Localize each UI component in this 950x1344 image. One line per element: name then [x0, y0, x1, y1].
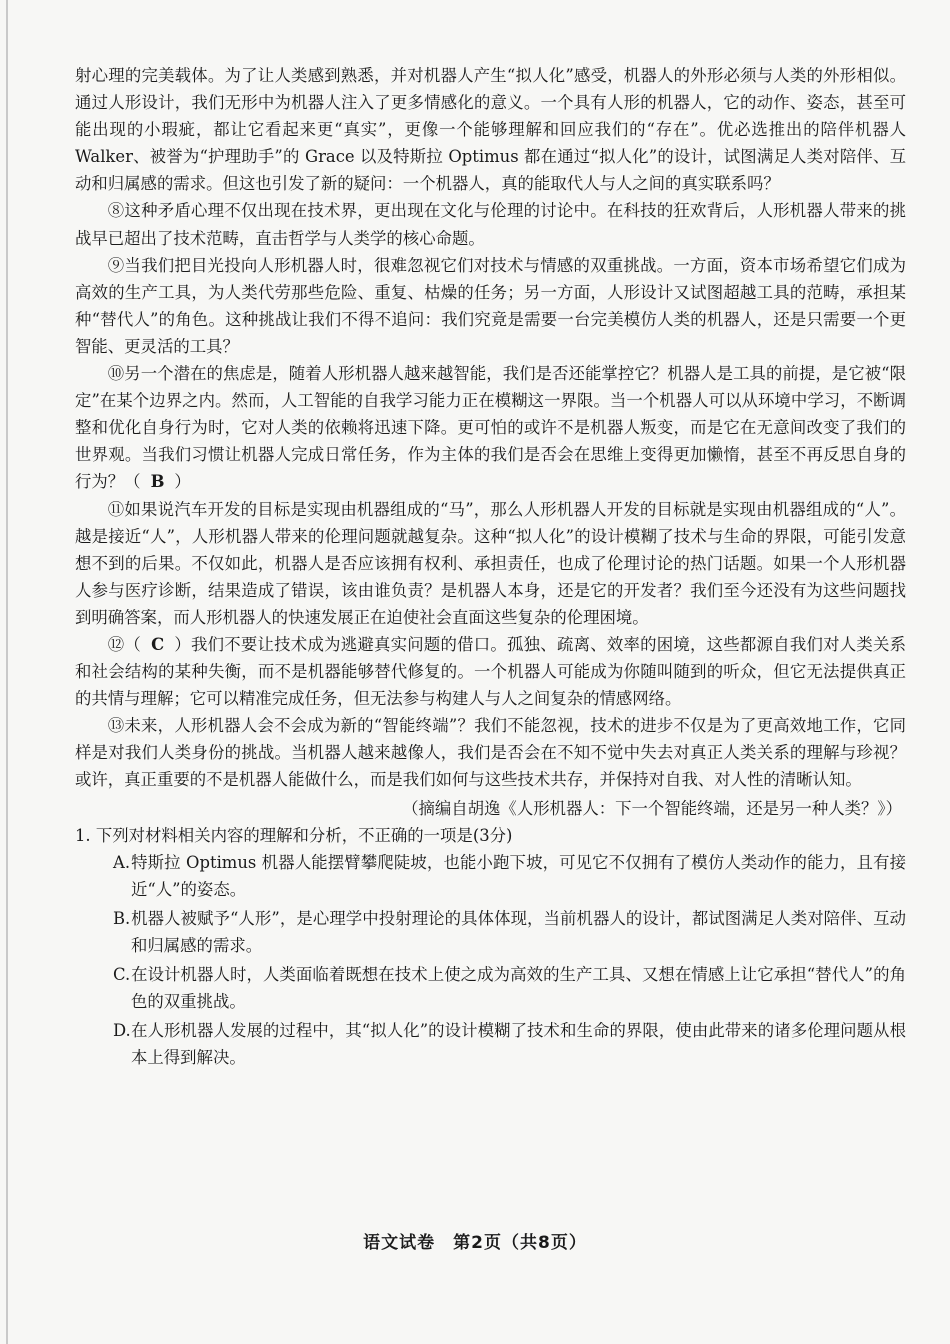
source-citation: （摘编自胡逸《人形机器人：下一个智能终端，还是另一种人类？》）	[402, 798, 902, 818]
paragraph-7-continued: 射心理的完美载体。为了让人类感到熟悉，并对机器人产生“拟人化”感受，机器人的外形必须与人类的外形相似。通过人形设计，我们无形中为机器人注入了更多情感化的意义。一个具有人形的机器人，它的动作、姿态，甚至可能出现的小瑕疵，都让它看起来更“真实”，更像一个能够理解和回应我们的“存在”。优必选推出的陪伴机器人 Walker、被誉为“护理助手”的 Grace 以及特斯拉 Optimus 都在通过“拟人化”的设计，试图满足人类对陪伴、互动和归属感的需求。但这也引发了新的疑问：一个机器人，真的能取代人与人之间的真实联系吗？	[75, 66, 906, 194]
option-a-text: 特斯拉 Optimus 机器人能摆臂攀爬陡坡，也能小跑下坡，可见它不仅拥有了模仿人类动作的能力，且有接近“人”的姿态。	[131, 852, 906, 899]
paragraph-9: ⑨当我们把目光投向人形机器人时，很难忽视它们对技术与情感的双重挑战。一方面，资本市场希望它们成为高效的生产工具，为人类代劳那些危险、重复、枯燥的任务；另一方面，人形设计又试图超越工具的范畴，承担某种“替代人”的角色。这种挑战让我们不得不追问：我们究竟是需要一台完美模仿人类的机器人，还是只需要一个更智能、更灵活的工具？	[75, 255, 906, 356]
option-b-text: 机器人被赋予“人形”，是心理学中投射理论的具体体现，当前机器人的设计，都试图满足人类对陪伴、互动和归属感的需求。	[131, 908, 906, 955]
paragraph-11: ⑪如果说汽车开发的目标是实现由机器组成的“马”，那么人形机器人开发的目标就是实现由机器组成的“人”。越是接近“人”，人形机器人带来的伦理问题就越复杂。这种“拟人化”的设计模糊了技术与生命的界限，可能引发意想不到的后果。不仅如此，机器人是否应该拥有权利、承担责任，也成了伦理讨论的热门话题。如果一个人形机器人参与医疗诊断，结果造成了错误，该由谁负责？是机器人本身，还是它的开发者？我们至今还没有为这些问题找到明确答案，而人形机器人的快速发展正在迫使社会直面这些复杂的伦理困境。	[75, 499, 906, 627]
question-1-stem: 1. 下列对材料相关内容的理解和分析，不正确的一项是(3分)	[75, 825, 513, 845]
paragraph-10	[75, 360, 906, 495]
option-c-text: 在设计机器人时，人类面临着既想在技术上使之成为高效的生产工具、又想在情感上让它承担“替代人”的角色的双重挑战。	[131, 965, 906, 1012]
paragraph-10-close: ）	[174, 472, 191, 492]
paragraph-10-text: ⑩另一个潜在的焦虑是，随着人形机器人越来越智能，我们是否还能掌控它？机器人是工具的前提，是它被“限定”在某个边界之内。然而，人工智能的自我学习能力正在模糊这一界限。当一个机器人可以从环境中学习，不断调整和优化自身行为时，它对人类的依赖将迅速下降。更可怕的或许不是机器人叛变，而是它在无意间改变了我们的世界观。当我们习惯让机器人完成日常任务，作为主体的我们是否会在思维上变得更加懒惰，甚至不再反思自身的行为？（	[75, 364, 906, 492]
paragraph-12	[75, 631, 906, 712]
option-a	[75, 849, 906, 903]
option-b	[75, 905, 906, 959]
option-d	[75, 1017, 906, 1071]
paragraph-8: ⑧这种矛盾心理不仅出现在技术界，更出现在文化与伦理的讨论中。在科技的狂欢背后，人形机器人带来的挑战早已超出了技术范畴，直击哲学与人类学的核心命题。	[75, 201, 906, 248]
handwritten-answer-b: B	[150, 472, 165, 492]
option-d-letter: D.	[113, 1021, 131, 1041]
option-c	[75, 961, 906, 1015]
handwritten-answer-c: C	[151, 634, 165, 654]
paragraph-13: ⑬未来，人形机器人会不会成为新的“智能终端”？我们不能忽视，技术的进步不仅是为了更高效地工作，它同样是对我们人类身份的挑战。当机器人越来越像人，我们是否会在不知不觉中失去对真正人类关系的理解与珍视？或许，真正重要的不是机器人能做什么，而是我们如何与这些技术共存，并保持对自我、对人性的清晰认知。	[75, 716, 906, 790]
option-a-letter: A.	[113, 852, 131, 872]
paragraph-12-number: ⑫（	[107, 634, 142, 654]
paragraph-12-text: ）我们不要让技术成为逃避真实问题的借口。孤独、疏离、效率的困境，这些都源自我们对人类关系和社会结构的某种失衡，而不是机器能够替代修复的。一个机器人可能成为你随叫随到的听众，但它无法提供真正的共情与理解；它可以精准完成任务，但无法参与构建人与人之间复杂的情感网络。	[75, 634, 907, 709]
page-footer: 语文试卷 第2页（共8页）	[363, 1233, 587, 1253]
option-d-text: 在人形机器人发展的过程中，其“拟人化”的设计模糊了技术和生命的界限，使由此带来的诸多伦理问题从根本上得到解决。	[131, 1021, 906, 1068]
option-c-letter: C.	[113, 965, 131, 984]
option-b-letter: B.	[113, 908, 131, 928]
